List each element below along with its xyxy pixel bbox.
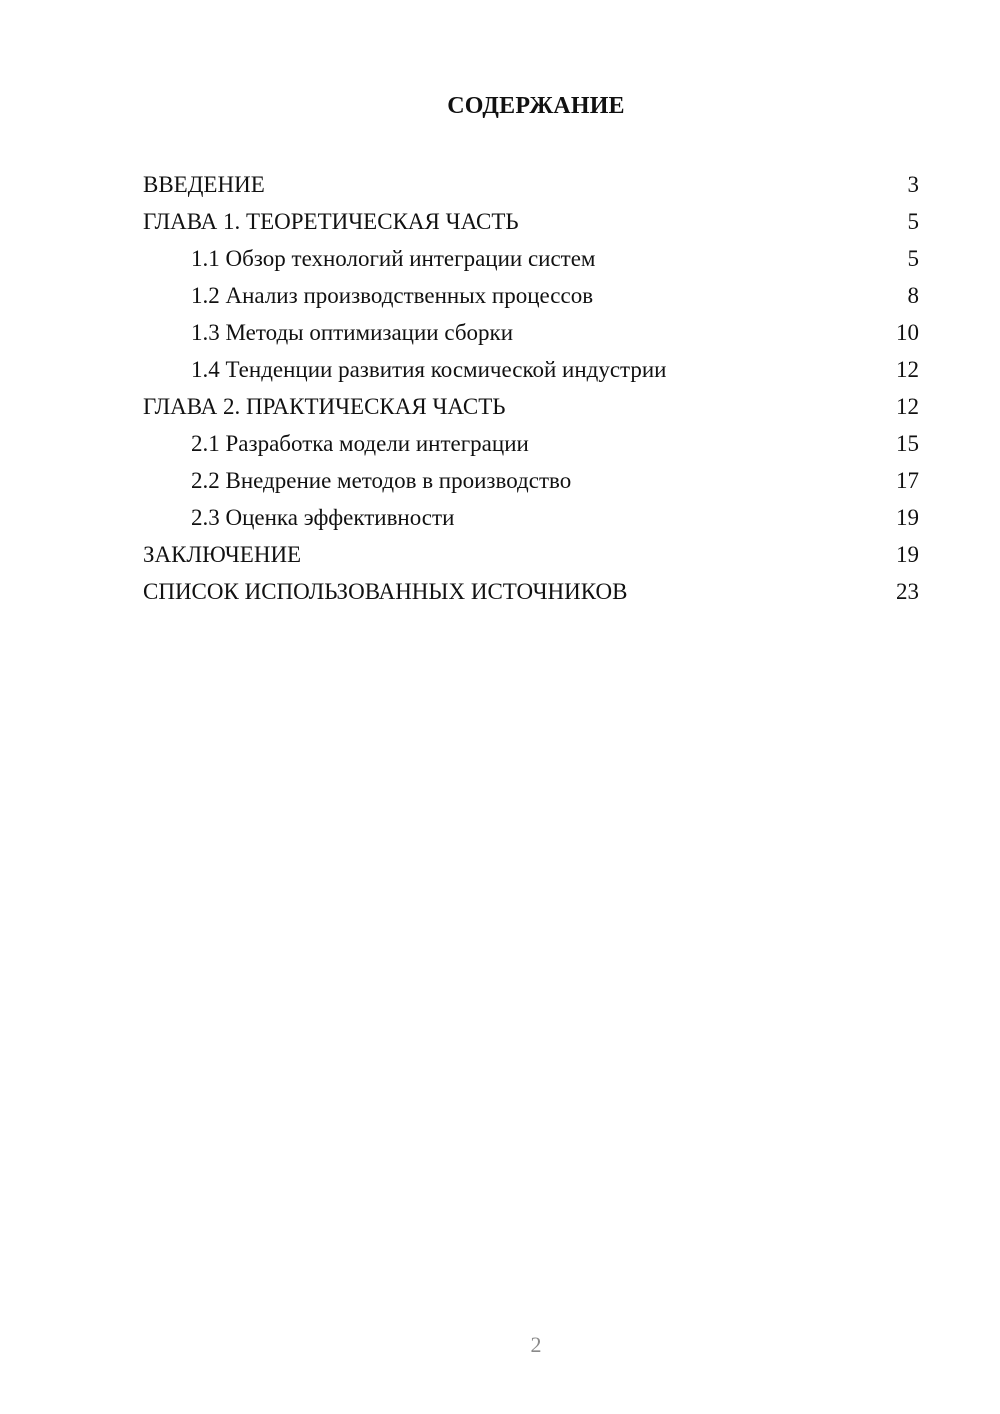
toc-entry-label: 2.1 Разработка модели интеграции — [191, 431, 529, 456]
page-number: 2 — [530, 1332, 542, 1357]
toc-entry-page: 23 — [896, 579, 919, 604]
toc-entry-section-2-2 — [143, 462, 919, 499]
toc-entry-label: 2.2 Внедрение методов в производство — [191, 468, 572, 493]
toc-entry-introduction — [143, 166, 919, 203]
toc-entry-label: 1.2 Анализ производственных процессов — [191, 283, 594, 308]
toc-entry-label: 1.3 Методы оптимизации сборки — [191, 320, 514, 345]
toc-entry-section-2-1 — [143, 425, 919, 462]
toc-entry-section-2-3 — [143, 499, 919, 536]
toc-entry-chapter-1 — [143, 203, 919, 240]
toc-entry-section-1-3 — [143, 314, 919, 351]
toc-entry-label: СПИСОК ИСПОЛЬЗОВАННЫХ ИСТОЧНИКОВ — [143, 579, 628, 604]
toc-entry-page: 8 — [907, 283, 919, 308]
toc-entry-page: 12 — [896, 357, 919, 382]
toc-entry-references — [143, 573, 919, 610]
toc-entry-chapter-2 — [143, 388, 919, 425]
toc-entry-page: 17 — [896, 468, 919, 493]
toc-entry-label: 1.4 Тенденции развития космической индустрии — [191, 357, 667, 382]
page-title: СОДЕРЖАНИЕ — [447, 93, 625, 119]
toc-entry-page: 5 — [907, 209, 919, 234]
toc-entry-page: 15 — [896, 431, 919, 456]
toc-entry-page: 19 — [896, 542, 919, 567]
toc-entry-conclusion — [143, 536, 919, 573]
toc-entry-label: ЗАКЛЮЧЕНИЕ — [143, 542, 302, 567]
toc-entry-label: 1.1 Обзор технологий интеграции систем — [191, 246, 596, 271]
toc-entry-section-1-2 — [143, 277, 919, 314]
toc-entry-page: 5 — [907, 246, 919, 271]
toc-entry-label: ГЛАВА 1. ТЕОРЕТИЧЕСКАЯ ЧАСТЬ — [143, 209, 519, 234]
toc-entry-page: 12 — [896, 394, 919, 419]
table-of-contents — [143, 166, 919, 610]
toc-entry-page: 19 — [896, 505, 919, 530]
toc-entry-section-1-4 — [143, 351, 919, 388]
toc-entry-page: 10 — [896, 320, 919, 345]
toc-entry-label: ГЛАВА 2. ПРАКТИЧЕСКАЯ ЧАСТЬ — [143, 394, 506, 419]
toc-entry-page: 3 — [907, 172, 919, 197]
toc-entry-label: ВВЕДЕНИЕ — [143, 172, 265, 197]
toc-entry-label: 2.3 Оценка эффективности — [191, 505, 455, 530]
toc-entry-section-1-1 — [143, 240, 919, 277]
